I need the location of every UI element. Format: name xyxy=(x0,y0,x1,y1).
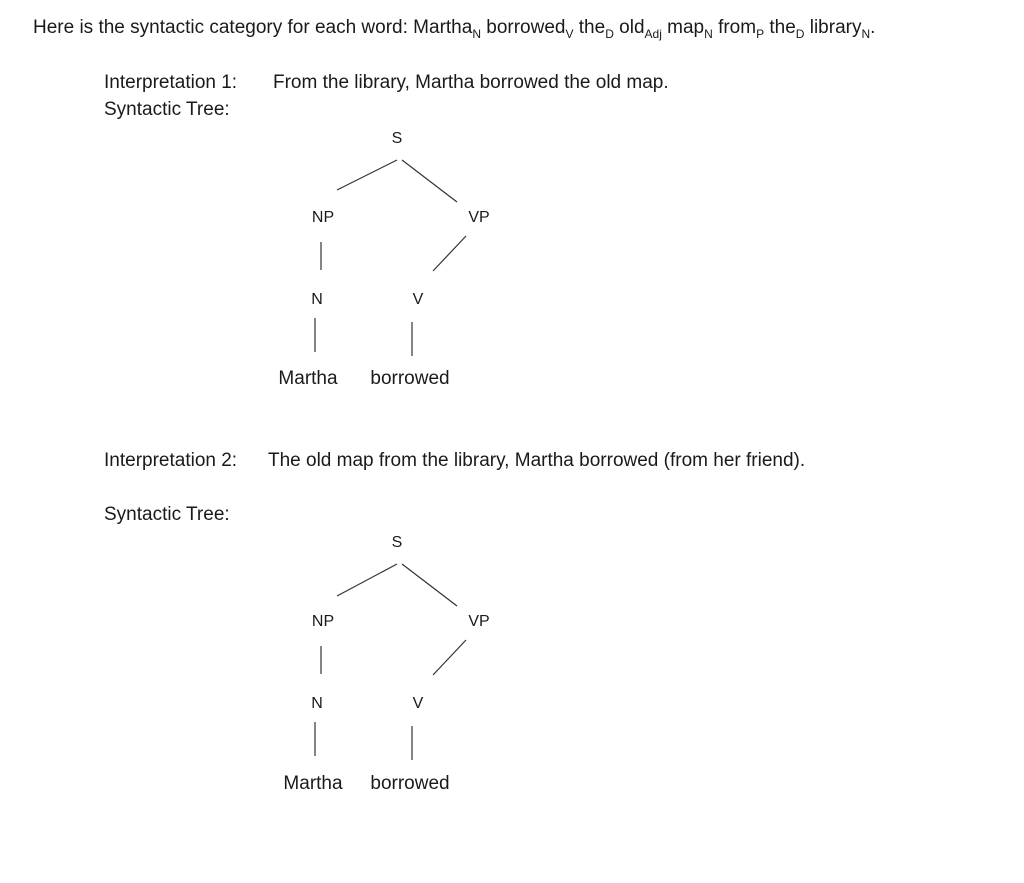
tagged-word: from$_P$ xyxy=(718,17,765,41)
tagged-word: old$_{Adj}$ xyxy=(619,17,662,41)
interpretation-1-tree-label: Syntactic Tree: xyxy=(104,99,230,120)
tree-2-word-martha: Martha xyxy=(283,773,343,794)
syntactic-tree-2 xyxy=(0,532,1024,807)
tree-2-node-np: NP xyxy=(311,613,335,630)
tree-1-node-v: V xyxy=(412,291,424,308)
tree-2-node-s: S xyxy=(391,534,403,551)
intro-prefix: Here is the syntactic category for each word: xyxy=(33,17,414,38)
tree-1-node-n: N xyxy=(311,291,323,308)
intro-suffix: . xyxy=(870,17,876,38)
tagged-word: the$_D$ xyxy=(769,17,805,41)
tree-2-node-v: V xyxy=(412,695,424,712)
tagged-word: library$_N$ xyxy=(809,17,871,41)
tree-2-branches xyxy=(0,532,1024,807)
interpretation-1-label: Interpretation 1: xyxy=(104,72,238,93)
tree-2-word-borrowed: borrowed xyxy=(370,773,450,794)
tree-1-node-s: S xyxy=(391,130,403,147)
interpretation-2-sentence: The old map from the library, Martha borrowed (from her friend). xyxy=(268,450,806,471)
tree-1-branches xyxy=(0,128,1024,398)
tagged-word: Martha$_N$ xyxy=(413,17,481,41)
tree-1-word-martha: Martha xyxy=(278,368,338,389)
tree-1-node-vp: VP xyxy=(468,209,490,226)
tree-2-node-vp: VP xyxy=(468,613,490,630)
syntactic-tree-1 xyxy=(0,128,1024,398)
interpretation-1-sentence: From the library, Martha borrowed the old map. xyxy=(273,72,669,93)
interpretation-2-label: Interpretation 2: xyxy=(104,450,238,471)
tagged-word: map$_N$ xyxy=(667,17,713,41)
tree-2-node-n: N xyxy=(311,695,323,712)
tagged-word: borrowed$_V$ xyxy=(486,17,574,41)
tree-1-word-borrowed: borrowed xyxy=(370,368,450,389)
intro-line xyxy=(33,17,875,41)
tagged-word: the$_D$ xyxy=(578,17,614,41)
interpretation-2-tree-label: Syntactic Tree: xyxy=(104,504,230,525)
tree-1-node-np: NP xyxy=(311,209,335,226)
